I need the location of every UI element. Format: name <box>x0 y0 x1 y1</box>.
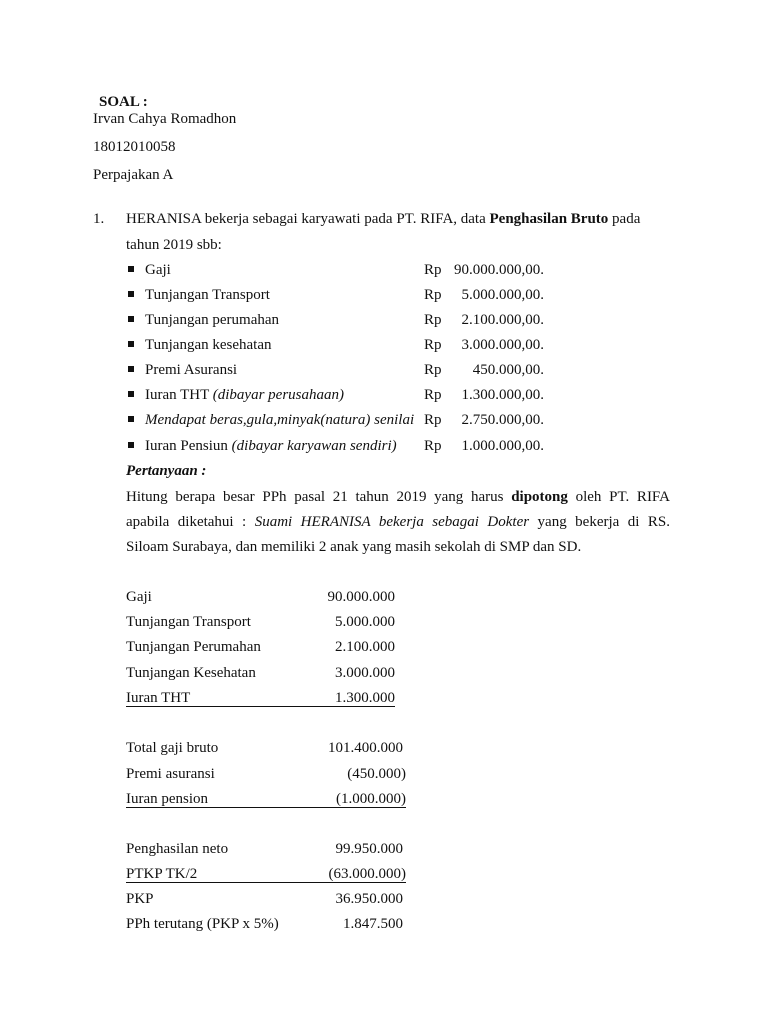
item-amount: 1.300.000,00. <box>461 387 544 403</box>
bullet-icon <box>128 416 134 422</box>
item-amount: 90.000.000,00. <box>454 262 544 278</box>
item-label: Tunjangan perumahan <box>145 312 280 328</box>
item-currency: Rp <box>424 438 442 454</box>
item-amount: 5.000.000,00. <box>461 287 544 303</box>
bullet-icon <box>128 366 134 372</box>
question-intro-text-b: pada <box>608 211 641 227</box>
item-currency: Rp <box>424 387 442 403</box>
student-name: Irvan Cahya Romadhon <box>93 111 237 127</box>
question-intro-bold: Penghasilan Bruto <box>489 211 609 227</box>
question-number: 1. <box>93 211 105 227</box>
soal-heading: SOAL : <box>99 94 148 110</box>
item-currency: Rp <box>424 362 442 378</box>
item-currency: Rp <box>424 262 442 278</box>
item-amount: 450.000,00. <box>472 362 544 378</box>
question-intro <box>126 210 640 228</box>
bullet-icon <box>128 266 134 272</box>
calc-label: PTKP TK/2 <box>126 866 198 882</box>
course-name: Perpajakan A <box>93 167 174 183</box>
item-label: Iuran Pensiun (dibayar karyawan sendiri) <box>145 438 397 454</box>
item-amount: 1.000.000,00. <box>461 438 544 454</box>
calc-value: 36.950.000 <box>335 891 403 907</box>
calc-label: Total gaji bruto <box>126 740 219 756</box>
calc-label: Gaji <box>126 589 152 605</box>
question-paragraph-line3: Siloam Surabaya, dan memiliki 2 anak yang masih sekolah di SMP dan SD. <box>126 539 582 555</box>
calc-label: PKP <box>126 891 154 907</box>
item-currency: Rp <box>424 337 442 353</box>
item-amount: 2.750.000,00. <box>461 412 544 428</box>
calc-label: Tunjangan Perumahan <box>126 639 261 655</box>
question-intro-line2: tahun 2019 sbb: <box>126 237 222 253</box>
item-label: Mendapat beras,gula,minyak(natura) senilai <box>145 412 415 428</box>
calc-value: (450.000) <box>347 766 406 782</box>
calc-value: 1.847.500 <box>343 916 403 932</box>
item-label: Tunjangan kesehatan <box>145 337 272 353</box>
item-currency: Rp <box>424 312 442 328</box>
calc-value: 90.000.000 <box>327 589 395 605</box>
calc-value: 99.950.000 <box>335 841 403 857</box>
question-paragraph-line2: apabila diketahui : Suami HERANISA bekerja sebagai Dokter yang bekerja di RS. <box>126 514 670 530</box>
calc-value: 2.100.000 <box>335 639 395 655</box>
calc-label: Tunjangan Kesehatan <box>126 665 256 681</box>
question-intro-text-a: HERANISA bekerja sebagai karyawati pada PT. RIFA, data <box>126 211 490 227</box>
calc-label: Penghasilan neto <box>126 841 229 857</box>
calc-label: PPh terutang (PKP x 5%) <box>126 916 279 932</box>
calc-value: 5.000.000 <box>335 614 395 630</box>
calc-value: 3.000.000 <box>335 665 395 681</box>
item-amount: 3.000.000,00. <box>461 337 544 353</box>
bullet-icon <box>128 442 134 448</box>
bullet-icon <box>128 341 134 347</box>
item-currency: Rp <box>424 287 442 303</box>
question-heading: Pertanyaan : <box>126 463 207 479</box>
item-label: Gaji <box>145 262 171 278</box>
item-label: Premi Asuransi <box>145 362 238 378</box>
item-label: Tunjangan Transport <box>145 287 270 303</box>
item-label: Iuran THT (dibayar perusahaan) <box>145 387 345 403</box>
bullet-icon <box>128 316 134 322</box>
bullet-icon <box>128 291 134 297</box>
student-id: 18012010058 <box>93 139 176 155</box>
calc-label: Tunjangan Transport <box>126 614 251 630</box>
calc-label: Premi asuransi <box>126 766 215 782</box>
calc-label: Iuran THT <box>126 690 191 706</box>
item-currency: Rp <box>424 412 442 428</box>
bullet-icon <box>128 391 134 397</box>
calc-value: (63.000.000) <box>328 866 406 882</box>
calc-label: Iuran pension <box>126 791 209 807</box>
question-paragraph-line1: Hitung berapa besar PPh pasal 21 tahun 2019 yang harus dipotong oleh PT. RIFA <box>126 489 670 505</box>
item-amount: 2.100.000,00. <box>461 312 544 328</box>
calc-value: (1.000.000) <box>336 791 406 807</box>
calc-value: 1.300.000 <box>335 690 395 706</box>
calc-value: 101.400.000 <box>328 740 403 756</box>
